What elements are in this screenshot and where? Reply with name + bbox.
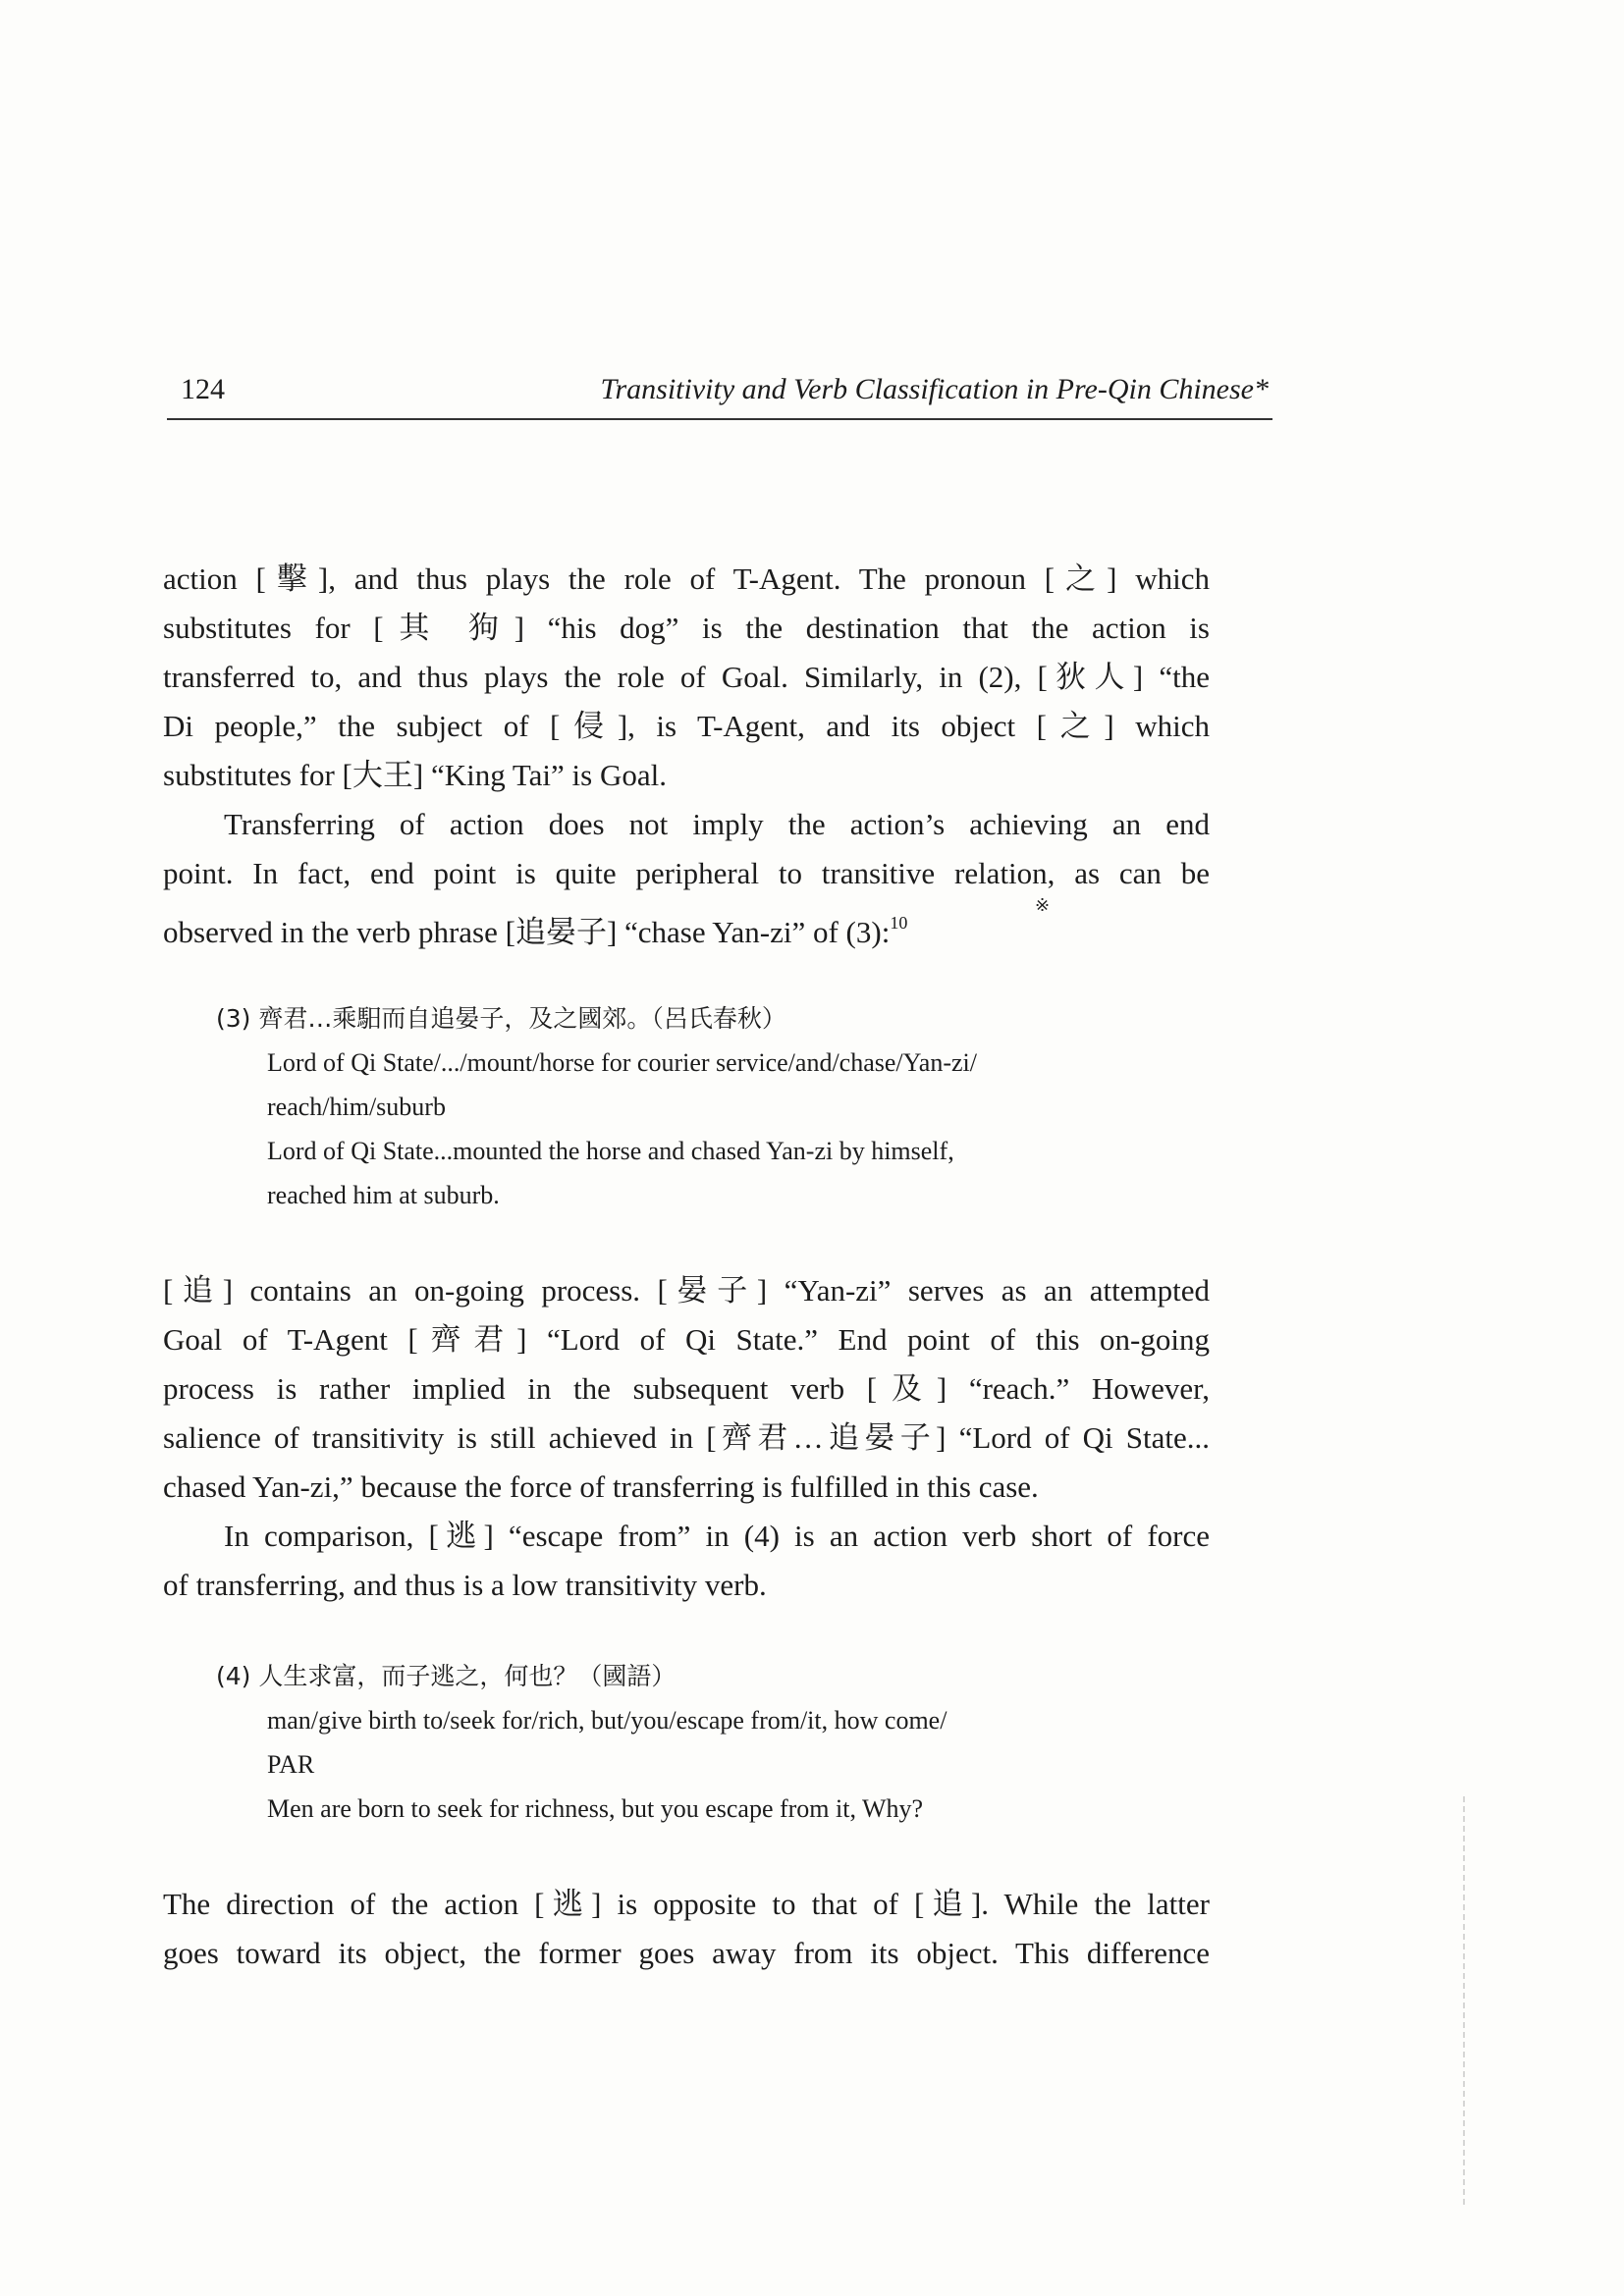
example-gloss: reach/him/suburb xyxy=(267,1093,446,1121)
text-line: point. In fact, end point is quite peripheral to transitive relation, as can be xyxy=(163,856,1210,890)
example-gloss: PAR xyxy=(267,1750,315,1779)
example-chinese-line xyxy=(216,996,1198,1041)
text-line: transferred to, and thus plays the role of Goal. Similarly, in (2), [狄人] “the xyxy=(163,660,1210,694)
running-header xyxy=(167,371,1272,420)
text-line: The direction of the action [逃] is opposite to that of [追]. While the latter xyxy=(163,1887,1210,1921)
paragraph-1 xyxy=(163,555,1210,800)
text-line-with-footnote xyxy=(163,898,1210,957)
text-line: of transferring, and thus is a low transitivity verb. xyxy=(163,1568,767,1602)
footnote-marker: 10 xyxy=(890,913,908,933)
running-title: Transitivity and Verb Classification in Pre-Qin Chinese* xyxy=(600,373,1269,405)
stray-mark: ※ xyxy=(1035,895,1051,915)
text-line: [追] contains an on-going process. [晏子] “Yan-zi” serves as an attempted xyxy=(163,1273,1210,1308)
example-chinese: 人生求富，而子逃之，何也？（國語） xyxy=(258,1662,677,1690)
text-line: Transferring of action does not imply the action’s achieving an end xyxy=(224,807,1210,841)
text-line: In comparison, [逃] “escape from” in (4) is an action verb short of force xyxy=(224,1519,1210,1553)
text-line: goes toward its object, the former goes away from its object. This difference xyxy=(163,1936,1210,1970)
example-translation: Lord of Qi State...mounted the horse and chased Yan-zi by himself, xyxy=(267,1137,954,1165)
example-label: (4) xyxy=(216,1662,251,1690)
example-label: (3) xyxy=(216,1004,251,1033)
text-line: action [擊], and thus plays the role of T-Agent. The pronoun [之] which xyxy=(163,561,1210,596)
example-4 xyxy=(216,1654,1198,1831)
paragraph-3 xyxy=(163,1266,1210,1512)
example-translation: reached him at suburb. xyxy=(267,1181,500,1209)
text-line: substitutes for [其 狗] “his dog” is the destination that the action is xyxy=(163,611,1210,645)
paragraph-4 xyxy=(163,1512,1210,1610)
scan-edge-artifact xyxy=(1463,1796,1465,2209)
text-line: salience of transitivity is still achieved in [齊君…追晏子] “Lord of Qi State... xyxy=(163,1420,1210,1455)
text-line: process is rather implied in the subsequent verb [及] “reach.” However, xyxy=(163,1371,1210,1406)
paragraph-2 xyxy=(163,800,1210,957)
example-chinese-line xyxy=(216,1654,1198,1698)
text-line: substitutes for [大王] “King Tai” is Goal. xyxy=(163,758,667,792)
example-3 xyxy=(216,996,1198,1217)
text-line: Di people,” the subject of [侵], is T-Agent, and its object [之] which xyxy=(163,709,1210,743)
example-gloss: man/give birth to/seek for/rich, but/you/escape from/it, how come/ xyxy=(267,1706,947,1735)
page-number: 124 xyxy=(181,373,225,405)
example-chinese: 齊君…乘馹而自追晏子，及之國郊。（呂氏春秋） xyxy=(258,1004,786,1033)
example-gloss: Lord of Qi State/.../mount/horse for courier service/and/chase/Yan-zi/ xyxy=(267,1048,977,1077)
example-translation: Men are born to seek for richness, but you escape from it, Why? xyxy=(267,1794,924,1823)
paragraph-5 xyxy=(163,1880,1210,1978)
text-line: observed in the verb phrase [追晏子] “chase Yan-zi” of (3): xyxy=(163,915,891,949)
text-line: chased Yan-zi,” because the force of transferring is fulfilled in this case. xyxy=(163,1469,1039,1504)
text-line: Goal of T-Agent [齊君] “Lord of Qi State.” End point of this on-going xyxy=(163,1322,1210,1357)
